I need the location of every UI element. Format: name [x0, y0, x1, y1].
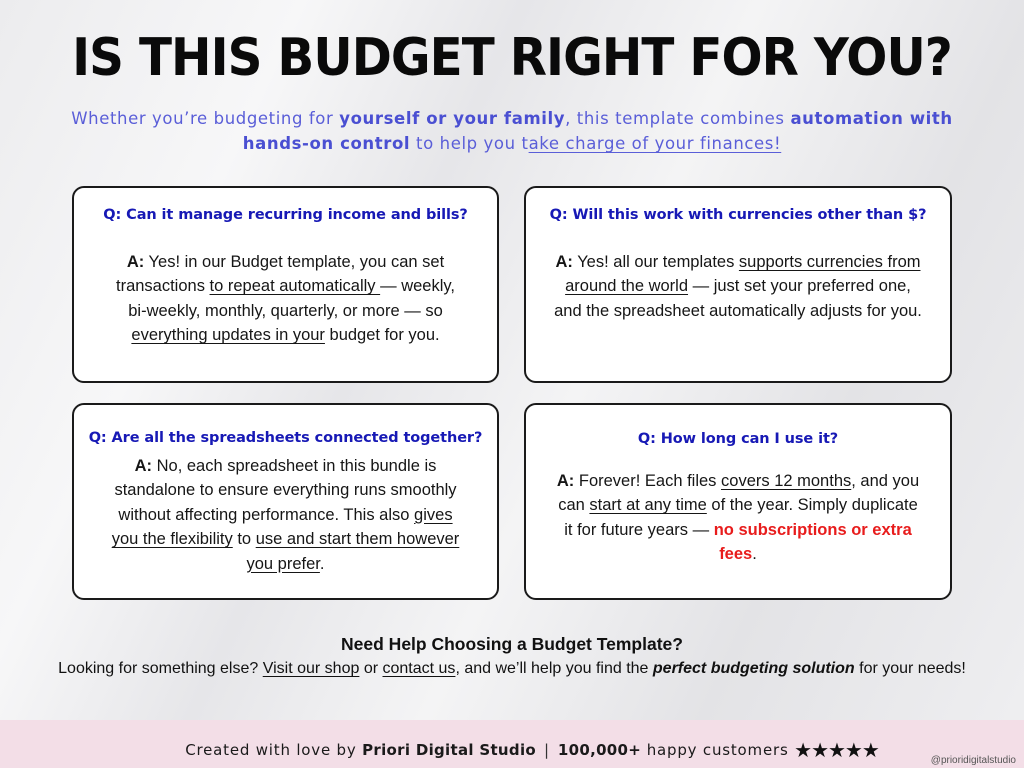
page-subtitle [40, 106, 984, 156]
answer-text: — weekly, bi-weekly, monthly, quarterly, or more — so [128, 277, 456, 320]
faq-card-currencies [524, 186, 952, 383]
answer-underlined: to repeat automatically [209, 277, 381, 296]
help-emphasis: perfect budgeting solution [652, 660, 855, 677]
footer-banner [0, 720, 1024, 768]
answer-text: to [232, 530, 256, 549]
answer-text: Yes! in our Budget template, you can set transactions [115, 253, 445, 296]
subtitle-text: , this template combines [565, 109, 791, 128]
answer-underlined: covers 12 months [721, 472, 852, 490]
faq-question: Q: How long can I use it? [637, 431, 839, 447]
faq-question: Q: Are all the spreadsheets connected together? [88, 430, 483, 446]
answer-text: No, each spreadsheet in this bundle is standalone to ensure everything runs smoothly without affecting performance. This also [114, 457, 457, 524]
subtitle-emphasis: automation with hands-on control [242, 109, 953, 153]
subtitle-text: to help you t [410, 134, 529, 153]
customer-count: 100,000+ [557, 741, 642, 759]
answer-text: , and you can [558, 472, 920, 515]
help-heading: Need Help Choosing a Budget Template? [341, 634, 683, 654]
answer-text: . [752, 545, 757, 564]
answer-text: Yes! all our templates [572, 253, 739, 271]
subtitle-underlined: ake charge of your finances! [528, 134, 782, 153]
faq-answer [74, 454, 497, 576]
social-handle: @prioridigitalstudio [930, 755, 1016, 766]
answer-label: A: [126, 253, 145, 271]
help-text-part: for your needs! [854, 660, 966, 677]
help-text-part: , and we’ll help you find the [455, 660, 653, 677]
faq-answer [526, 469, 950, 567]
answer-underlined: start at any time [589, 496, 707, 515]
footer-credit [0, 738, 1024, 762]
answer-underlined: use and start them however you prefer [246, 530, 460, 573]
subtitle-emphasis: yourself or your family [339, 109, 566, 128]
help-text-part: or [359, 660, 383, 677]
visit-shop-link[interactable]: Visit our shop [262, 660, 360, 677]
footer-text: happy customers [641, 741, 795, 759]
footer-separator: | [544, 741, 550, 759]
help-text [0, 660, 1024, 678]
faq-card-recurring [72, 186, 499, 383]
footer-text: Created with love by [185, 741, 363, 759]
answer-text: — just set your preferred one, and the spreadsheet automatically adjusts for you. [554, 277, 922, 320]
answer-underlined: gives you the flexibility [111, 505, 453, 549]
contact-us-link[interactable]: contact us [382, 660, 456, 677]
subtitle-text: Whether you’re budgeting for [71, 109, 340, 128]
faq-card-duration [524, 403, 952, 600]
page-title: IS THIS BUDGET RIGHT FOR YOU? [72, 28, 952, 88]
faq-answer [74, 250, 497, 348]
faq-question: Q: Will this work with currencies other than $? [549, 207, 927, 223]
star-rating-icon: ★★★★★ [794, 738, 879, 762]
answer-underlined: everything updates in your [131, 326, 325, 345]
answer-text: of the year. Simply duplicate it for future years — [564, 496, 918, 539]
faq-question: Q: Can it manage recurring income and bills? [103, 207, 468, 223]
answer-label: A: [555, 253, 573, 271]
answer-label: A: [556, 472, 575, 490]
brand-name: Priori Digital Studio [362, 741, 536, 759]
answer-highlight: no subscriptions or extra fees [713, 520, 912, 564]
faq-answer [526, 250, 950, 323]
answer-underlined: supports currencies from around the world [565, 253, 921, 296]
answer-text: budget for you. [324, 326, 440, 345]
answer-label: A: [134, 457, 153, 475]
answer-text: . [319, 554, 325, 573]
answer-text: Forever! Each files [574, 472, 722, 490]
help-text-part: Looking for something else? [58, 660, 263, 677]
faq-card-connected [72, 403, 499, 600]
